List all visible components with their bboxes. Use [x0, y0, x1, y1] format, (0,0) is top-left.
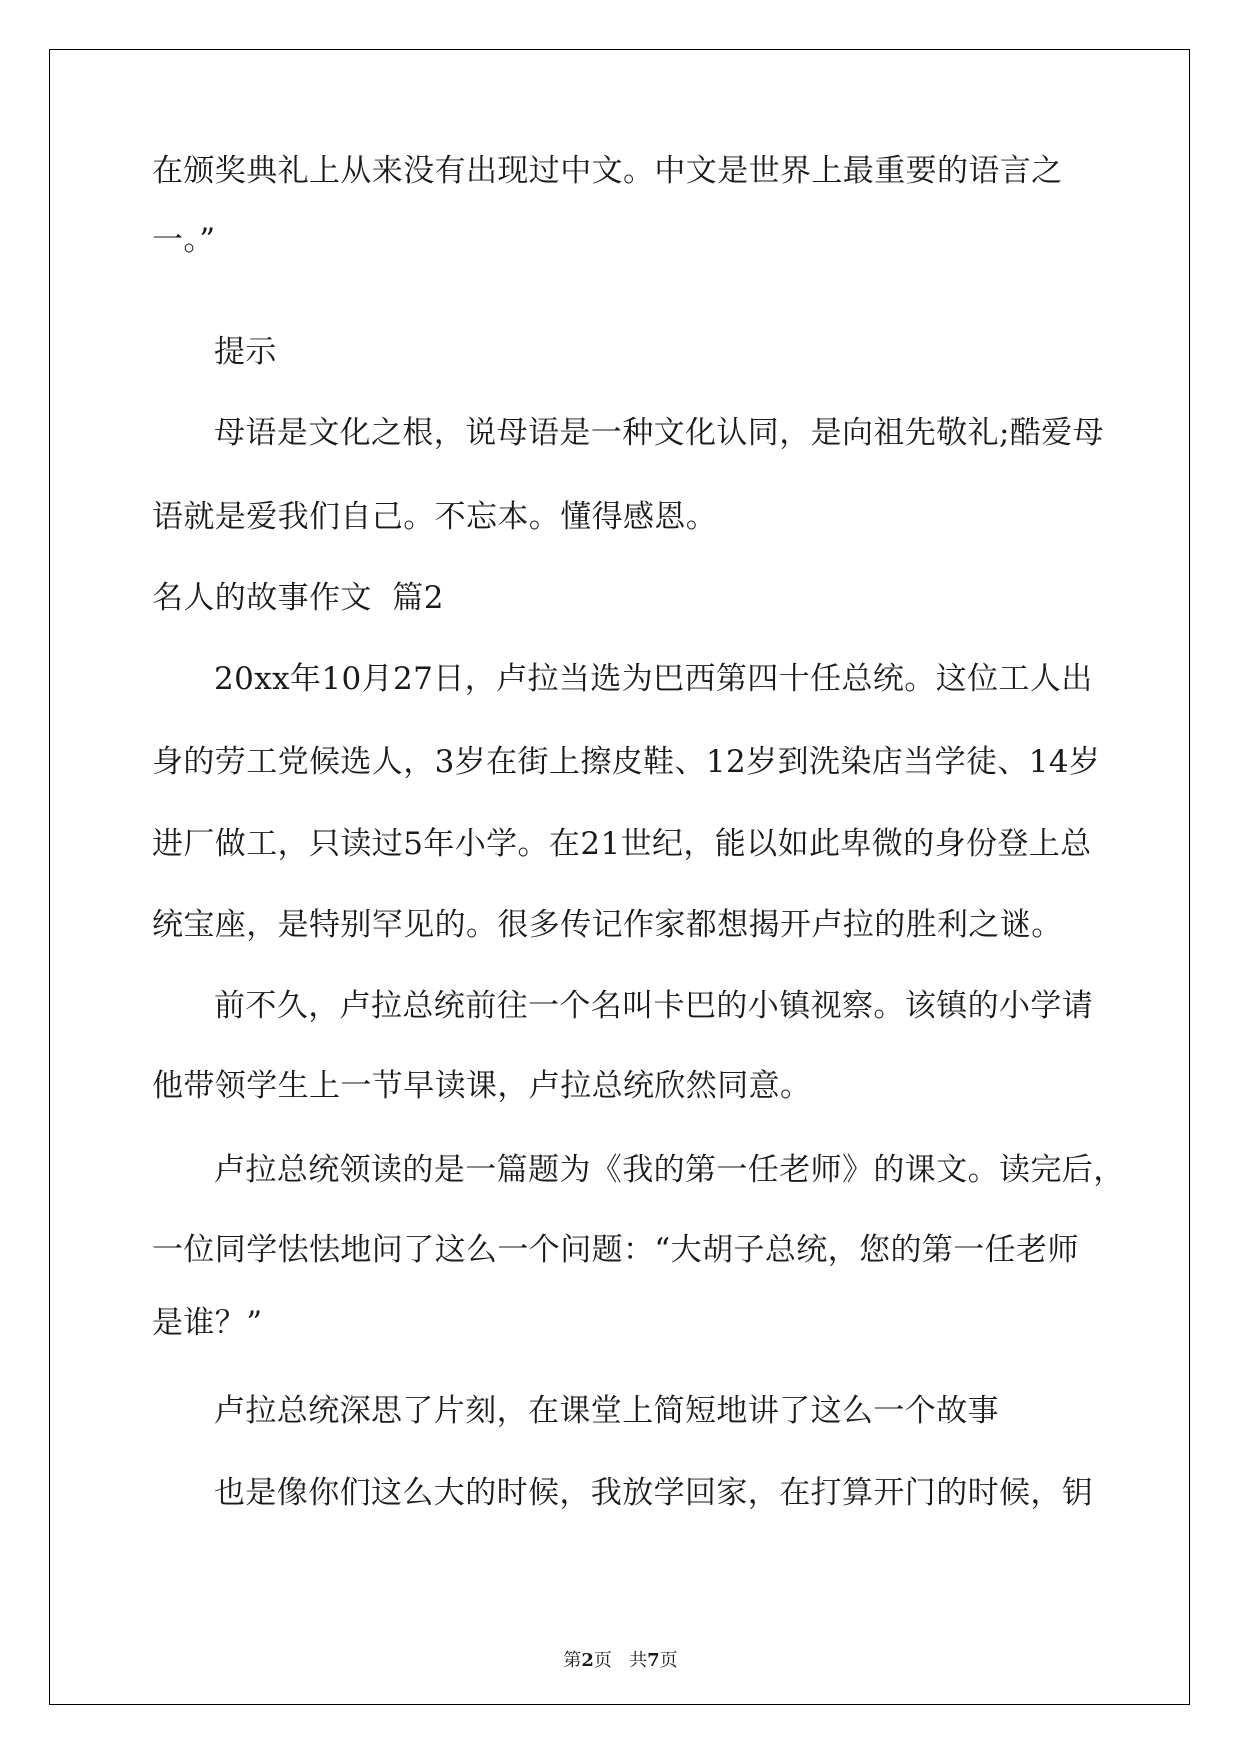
page-border: [49, 49, 1190, 1705]
text-line: 前不久，卢拉总统前往一个名叫卡巴的小镇视察。该镇的小学请: [214, 988, 1094, 1024]
page-footer: [0, 1649, 1241, 1673]
footer-suffix: 页: [659, 1650, 678, 1671]
text-line: 提示: [214, 334, 277, 370]
footer-prefix: 第: [563, 1650, 582, 1671]
text-line: 身的劳工党候选人，3岁在街上擦皮鞋、12岁到洗染店当学徒、14岁: [152, 744, 1101, 780]
text-line: 20xx年10月27日，卢拉当选为巴西第四十任总统。这位工人出: [214, 661, 1093, 697]
text-line: 一。”: [152, 222, 216, 258]
text-line: 一位同学怯怯地问了这么一个问题：“大胡子总统，您的第一任老师: [152, 1232, 1079, 1268]
text-line: 进厂做工，只读过5年小学。在21世纪，能以如此卑微的身份登上总: [152, 826, 1092, 862]
text-line: 也是像你们这么大的时候，我放学回家，在打算开门的时候，钥: [214, 1475, 1094, 1511]
text-line: 统宝座，是特别罕见的。很多传记作家都想揭开卢拉的胜利之谜。: [152, 907, 1063, 943]
current-page-number: 2: [581, 1650, 594, 1671]
text-line: 他带领学生上一节早读课，卢拉总统欣然同意。: [152, 1068, 812, 1104]
text-line: 卢拉总统深思了片刻，在课堂上简短地讲了这么一个故事: [214, 1393, 999, 1429]
text-line: 语就是爱我们自己。不忘本。懂得感恩。: [152, 499, 718, 535]
text-line: 母语是文化之根，说母语是一种文化认同，是向祖先敬礼;酷爱母: [214, 415, 1105, 451]
text-line: 卢拉总统领读的是一篇题为《我的第一任老师》的课文。读完后，: [214, 1152, 1125, 1188]
footer-middle: 页 共: [593, 1650, 648, 1671]
section-heading: 名人的故事作文 篇2: [152, 580, 444, 616]
text-line: 在颁奖典礼上从来没有出现过中文。中文是世界上最重要的语言之: [152, 153, 1063, 189]
total-pages-number: 7: [647, 1650, 660, 1671]
text-line: 是谁？”: [152, 1305, 263, 1341]
